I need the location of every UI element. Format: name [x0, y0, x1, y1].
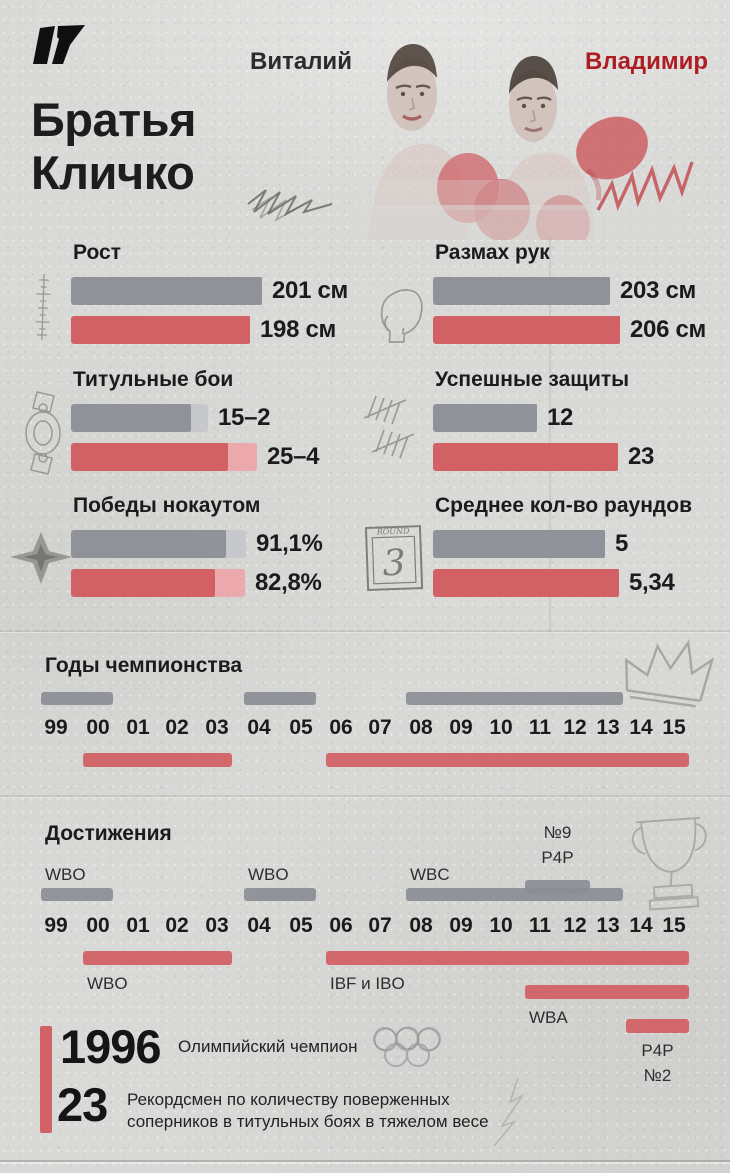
page-title-line1: Братья [31, 93, 196, 146]
vitali-bar-tail [226, 530, 246, 558]
wladimir-bar [433, 316, 620, 344]
wladimir-bar [71, 569, 215, 597]
stat-title: Победы нокаутом [73, 494, 261, 517]
wladimir-bar [71, 316, 250, 344]
stat-title: Рост [73, 241, 121, 264]
arrow-scribble-icon [488, 1076, 532, 1148]
trophy-icon [628, 812, 714, 912]
wladimir-name-label: Владимир [585, 48, 709, 75]
year-label: 03 [205, 716, 229, 739]
vitali-timeline-bar [406, 692, 623, 705]
fact-text: Рекордсмен по количеству поверженных соперников в титульных боях в тяжелом весе [127, 1090, 489, 1131]
wladimir-bar [433, 569, 619, 597]
year-label: 14 [629, 716, 653, 739]
punch-star-icon [10, 530, 72, 586]
vitali-timeline-bar [244, 692, 316, 705]
wladimir-bar [433, 443, 618, 471]
vitali-bar-tail [191, 404, 208, 432]
belt-label: WBO [45, 865, 86, 884]
vitali-bar-row [71, 277, 348, 305]
wall-crease [0, 1160, 730, 1162]
vitali-bar [433, 404, 537, 432]
crown-icon [622, 634, 714, 710]
champion-belt-icon [22, 390, 68, 476]
vitali-value: 5 [615, 530, 629, 557]
belt-label: №9 Р4Р [541, 823, 574, 867]
stat-title: Среднее кол-во раундов [435, 494, 692, 517]
year-label: 06 [329, 914, 353, 937]
wladimir-value: 25–4 [267, 443, 320, 470]
wladimir-value: 198 см [260, 316, 337, 343]
year-label: 09 [449, 914, 473, 937]
ruler-icon [34, 272, 52, 342]
belt-label: Р4Р №2 [641, 1041, 674, 1085]
year-label: 08 [409, 716, 433, 739]
wladimir-bar-row [71, 443, 319, 471]
wladimir-timeline-bar [326, 753, 689, 767]
wladimir-timeline-bar [326, 951, 689, 965]
year-label: 06 [329, 716, 353, 739]
wladimir-bar-row [433, 443, 654, 471]
wladimir-value: 82,8% [255, 569, 322, 596]
stat-title: Титульные бои [73, 368, 234, 391]
vitali-bar-row [71, 530, 323, 558]
belt-label: WBO [87, 974, 128, 993]
vitali-timeline-bar [41, 888, 113, 901]
year-label: 00 [86, 716, 110, 739]
vitali-bar [71, 530, 226, 558]
vitali-bar-row [433, 530, 628, 558]
vitali-bar [71, 277, 262, 305]
year-label: 02 [165, 716, 189, 739]
wladimir-bar-row [433, 569, 675, 597]
stat-block [71, 241, 381, 371]
stat-block [433, 368, 730, 498]
vitali-name-label: Виталий [250, 48, 352, 75]
fact-number: 23 [57, 1078, 108, 1131]
vitali-timeline-bar [244, 888, 316, 901]
wladimir-value: 5,34 [629, 569, 675, 596]
stat-block [71, 368, 381, 498]
fact-text: Олимпийский чемпион [178, 1037, 358, 1056]
brand-logo [33, 25, 85, 65]
championship-section-title: Годы чемпионства [45, 654, 243, 677]
year-label: 07 [368, 716, 392, 739]
wladimir-value: 23 [628, 443, 655, 470]
year-label: 99 [44, 716, 68, 739]
vitali-bar [433, 530, 605, 558]
olympic-rings-icon [370, 1024, 446, 1076]
belt-label: WBA [529, 1008, 568, 1027]
vitali-value: 12 [547, 404, 574, 431]
year-label: 07 [368, 914, 392, 937]
year-label: 01 [126, 914, 150, 937]
wladimir-bar-tail [228, 443, 257, 471]
vitali-timeline-bar [406, 888, 623, 901]
vitali-value: 15–2 [218, 404, 271, 431]
year-label: 05 [289, 914, 313, 937]
year-label: 08 [409, 914, 433, 937]
stat-block [71, 494, 381, 624]
year-label: 11 [528, 914, 552, 937]
page-title [31, 93, 196, 199]
vitali-value: 201 см [272, 277, 349, 304]
year-label: 05 [289, 716, 313, 739]
year-label: 04 [247, 716, 271, 739]
zigzag-scribble-red-icon [596, 156, 694, 218]
vitali-bar-row [433, 277, 696, 305]
wladimir-bar-row [71, 316, 336, 344]
year-label: 09 [449, 716, 473, 739]
stat-block [433, 494, 730, 624]
fact-number: 1996 [60, 1020, 161, 1073]
wladimir-timeline-bar [525, 985, 689, 999]
zigzag-scribble-dark-icon [246, 166, 338, 222]
belt-label: IBF и IBO [330, 974, 405, 993]
wladimir-bar [71, 443, 228, 471]
vitali-value: 91,1% [256, 530, 323, 557]
year-label: 02 [165, 914, 189, 937]
year-label: 99 [44, 914, 68, 937]
vitali-bar-row [433, 404, 573, 432]
belt-label: WBO [248, 865, 289, 884]
round-number: 3 [382, 542, 407, 585]
stat-title: Успешные защиты [435, 368, 630, 391]
year-label: 13 [596, 914, 620, 937]
wladimir-timeline-bar [83, 753, 232, 767]
stat-block [433, 241, 730, 371]
facts-accent-bar [40, 1026, 52, 1133]
year-label: 01 [126, 716, 150, 739]
year-label: 10 [489, 716, 513, 739]
vitali-bar-row [71, 404, 270, 432]
year-label: 15 [662, 716, 686, 739]
page-title-line2: Кличко [31, 146, 195, 199]
achievements-section-title: Достижения [45, 822, 172, 845]
year-label: 10 [489, 914, 513, 937]
wladimir-timeline-bar [626, 1019, 689, 1033]
wladimir-value: 206 см [630, 316, 707, 343]
wladimir-bar-row [71, 569, 322, 597]
vitali-timeline-bar [41, 692, 113, 705]
wall-crease [0, 630, 730, 632]
wall-crease [0, 795, 730, 797]
round-text: ROUND [376, 526, 410, 537]
vitali-bar [433, 277, 610, 305]
vitali-bar [71, 404, 191, 432]
stat-title: Размах рук [435, 241, 550, 264]
belt-label: WBC [410, 865, 450, 884]
year-label: 12 [563, 914, 587, 937]
vitali-timeline-bar [525, 880, 590, 893]
year-label: 00 [86, 914, 110, 937]
year-label: 04 [247, 914, 271, 937]
vitali-value: 203 см [620, 277, 697, 304]
year-label: 11 [528, 716, 552, 739]
year-label: 13 [596, 716, 620, 739]
year-label: 03 [205, 914, 229, 937]
boxing-glove-icon [376, 284, 428, 348]
year-label: 14 [629, 914, 653, 937]
wladimir-bar-row [433, 316, 706, 344]
year-label: 12 [563, 716, 587, 739]
wladimir-bar-tail [215, 569, 245, 597]
wladimir-timeline-bar [83, 951, 232, 965]
year-label: 15 [662, 914, 686, 937]
